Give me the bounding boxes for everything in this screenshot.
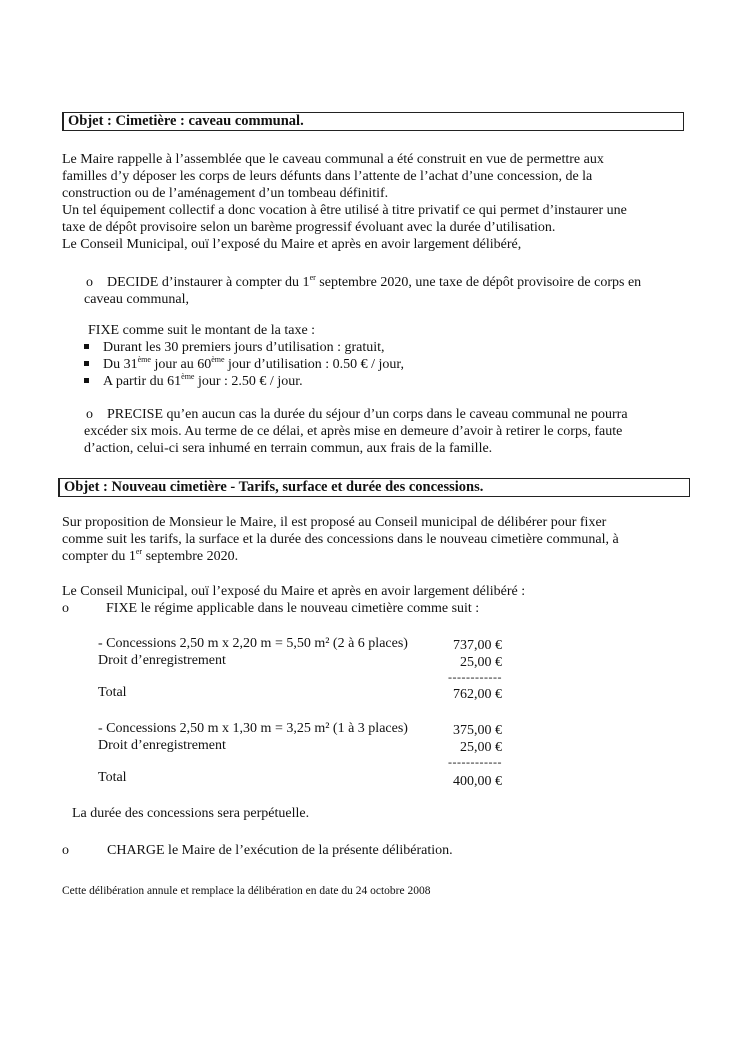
fixe-intro: FIXE comme suit le montant de la taxe :: [88, 323, 316, 338]
proposal-line: Sur proposition de Monsieur le Maire, il est proposé au Conseil municipal de délibérer pour fixer: [62, 515, 607, 530]
circle-bullet: o: [86, 275, 93, 290]
square-bullet-icon: [84, 344, 89, 349]
concession-2-label: - Concessions 2,50 m x 1,30 m = 3,25 m² (1 à 3 places): [98, 721, 408, 736]
section1-paragraph: [62, 151, 627, 253]
precise-line-3: d’action, celui-ci sera inhumé en terrain commun, aux frais de la famille.: [84, 441, 493, 456]
square-bullet-icon: [84, 378, 89, 383]
total-2-amount: 400,00 €: [453, 774, 502, 789]
circle-bullet: o: [62, 601, 69, 616]
section1-title: Objet : Cimetière : caveau communal.: [68, 113, 304, 129]
tax-bullet-1: Durant les 30 premiers jours d’utilisation : gratuit,: [84, 339, 385, 356]
concession-1-label: - Concessions 2,50 m x 2,20 m = 5,50 m² (2 à 6 places): [98, 636, 408, 651]
tax-bullet-3: A partir du 61ème jour : 2.50 € / jour.: [84, 373, 303, 390]
proposal-line: comme suit les tarifs, la surface et la durée des concessions dans le nouveau cimetière communal, à: [62, 532, 619, 547]
concession-1-amount: 737,00 €: [453, 638, 502, 653]
para-line: Le Maire rappelle à l’assemblée que le caveau communal a été construit en vue de permettre aux: [62, 152, 604, 167]
duree-line: La durée des concessions sera perpétuelle.: [72, 806, 310, 821]
section2-title-box: [58, 478, 690, 497]
droit-1-amount: 25,00 €: [460, 655, 502, 670]
droit-2-amount: 25,00 €: [460, 740, 502, 755]
total-2-separator: ------------: [448, 755, 502, 769]
circle-bullet: o: [62, 843, 69, 858]
section2-title: Objet : Nouveau cimetière - Tarifs, surface et durée des concessions.: [64, 479, 484, 495]
decide-line-2: caveau communal,: [84, 292, 189, 307]
square-bullet-icon: [84, 361, 89, 366]
footer-note: Cette délibération annule et remplace la délibération en date du 24 octobre 2008: [62, 885, 431, 897]
precise-line-1: o PRECISE qu’en aucun cas la durée du séjour d’un corps dans le caveau communal ne pourra: [86, 407, 628, 422]
fixe-regime-line: o FIXE le régime applicable dans le nouveau cimetière comme suit :: [62, 601, 480, 616]
para-line: familles d’y déposer les corps de leurs défunts dans l’attente de l’achat d’une concession, de la: [62, 169, 593, 184]
tax-bullet-2: Du 31ème jour au 60ème jour d’utilisation : 0.50 € / jour,: [84, 356, 404, 373]
conseil-line: Le Conseil Municipal, ouï l’exposé du Maire et après en avoir largement délibéré :: [62, 584, 526, 599]
total-1-amount: 762,00 €: [453, 687, 502, 702]
droit-1-label: Droit d’enregistrement: [98, 653, 226, 668]
para-line: construction ou de l’aménagement d’un tombeau définitif.: [62, 186, 389, 201]
total-2-label: Total: [98, 770, 127, 785]
total-1-label: Total: [98, 685, 127, 700]
section1-title-box: [62, 112, 684, 131]
precise-line-2: excéder six mois. Au terme de ce délai, et après mise en demeure d’avoir à retirer le corps, faute: [84, 424, 623, 439]
proposal-line: compter du 1er septembre 2020.: [62, 547, 239, 564]
decide-line: o DECIDE d’instaurer à compter du 1er septembre 2020, une taxe de dépôt provisoire de corps en: [86, 273, 642, 290]
para-line: Le Conseil Municipal, ouï l’exposé du Maire et après en avoir largement délibéré,: [62, 237, 522, 252]
charge-line: o CHARGE le Maire de l’exécution de la présente délibération.: [62, 843, 453, 858]
droit-2-label: Droit d’enregistrement: [98, 738, 226, 753]
para-line: Un tel équipement collectif a donc vocation à être utilisé à titre privatif ce qui permet d’instaurer une: [62, 203, 627, 218]
circle-bullet: o: [86, 407, 93, 422]
para-line: taxe de dépôt provisoire selon un barème progressif évoluant avec la durée d’utilisation.: [62, 220, 556, 235]
proposal-paragraph: [62, 514, 619, 565]
total-1-separator: ------------: [448, 670, 502, 684]
concession-2-amount: 375,00 €: [453, 723, 502, 738]
